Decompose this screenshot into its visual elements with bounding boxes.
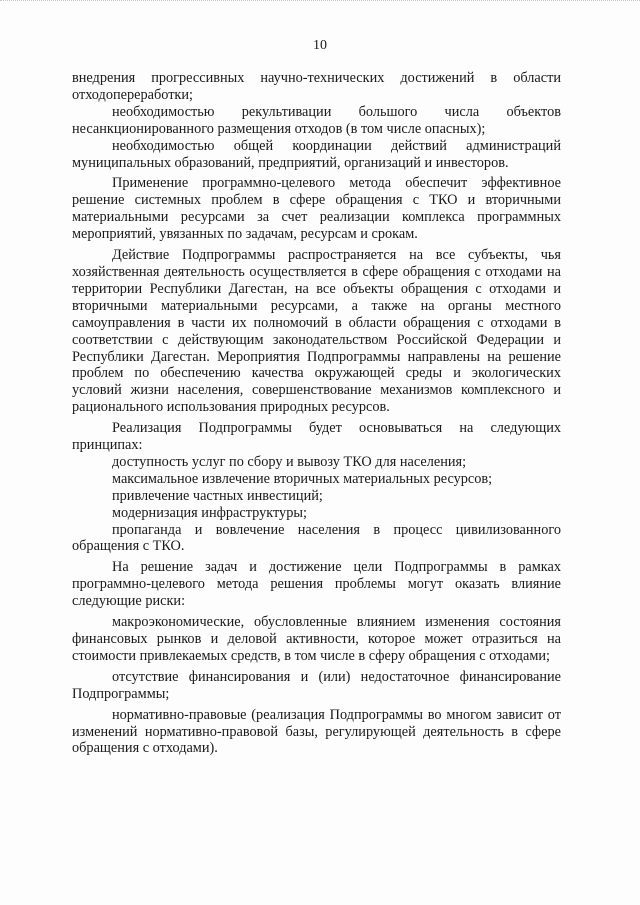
paragraph-principles-intro: Реализация Подпрограммы будет основываться на следующих принципах: — [72, 420, 561, 454]
paragraph-continuation: внедрения прогрессивных научно-технических достижений в области отходопереработки; — [72, 70, 561, 103]
principle-item: доступность услуг по сбору и вывозу ТКО для населения; — [112, 453, 467, 470]
scan-edge-artifact — [0, 0, 640, 13]
risk-item-financing: отсутствие финансирования и (или) недостаточное финансирование Подпрограммы; — [72, 668, 561, 702]
paragraph-risks-intro: На решение задач и достижение цели Подпрограммы в рамках программно-целевого метода решения проблемы могут оказать влияние следующие риски: — [72, 559, 561, 610]
paragraph-reason-coordination: необходимостью общей координации действий администраций муниципальных образований, предприятий, организаций и инвесторов. — [72, 137, 561, 171]
risk-item-legal: нормативно-правовые (реализация Подпрограммы во многом зависит от изменений нормативно-правовой базы, регулирующей деятельность в сфере обращения с отходами). — [72, 706, 561, 757]
principle-item: пропаганда и вовлечение населения в процесс цивилизованного обращения с ТКО. — [72, 521, 561, 555]
document-body — [72, 70, 561, 757]
paragraph-scope: Действие Подпрограммы распространяется на все субъекты, чья хозяйственная деятельность осуществляется в сфере обращения с отходами на территории Республики Дагестан, на все объекты обращения с отходами и вторичными материальными ресурсами, а также на органы местного самоуправления в части их полномочий в области обращения с отходами в соответствии с действующим законодательством Российской Федерации и Республики Дагестан. Мероприятия Подпрограммы направлены на решение проблем по обеспечению качества окружающей среды и экологических условий жизни населения, совершенствование механизмов комплексного и рационального использования природных ресурсов. — [72, 247, 561, 416]
paragraph-reason-recultivation: необходимостью рекультивации большого числа объектов несанкционированного размещения отходов (в том числе опасных); — [72, 103, 561, 137]
page-number: 10 — [313, 38, 327, 53]
risk-item-macroeconomic: макроэкономические, обусловленные влиянием изменения состояния финансовых рынков и деловой активности, которое может отразиться на стоимости привлекаемых средств, в том числе в сферу обращения с отходами; — [72, 614, 561, 664]
principle-item: максимальное извлечение вторичных материальных ресурсов; — [112, 470, 493, 487]
paragraph-program-method: Применение программно-целевого метода обеспечит эффективное решение системных проблем в сфере обращения с ТКО и вторичными материальными ресурсами за счет реализации комплекса программных мероприятий, увязанных по задачам, ресурсам и срокам. — [72, 175, 561, 243]
principle-item: привлечение частных инвестиций; — [112, 487, 323, 504]
principle-item: модернизация инфраструктуры; — [112, 504, 307, 521]
